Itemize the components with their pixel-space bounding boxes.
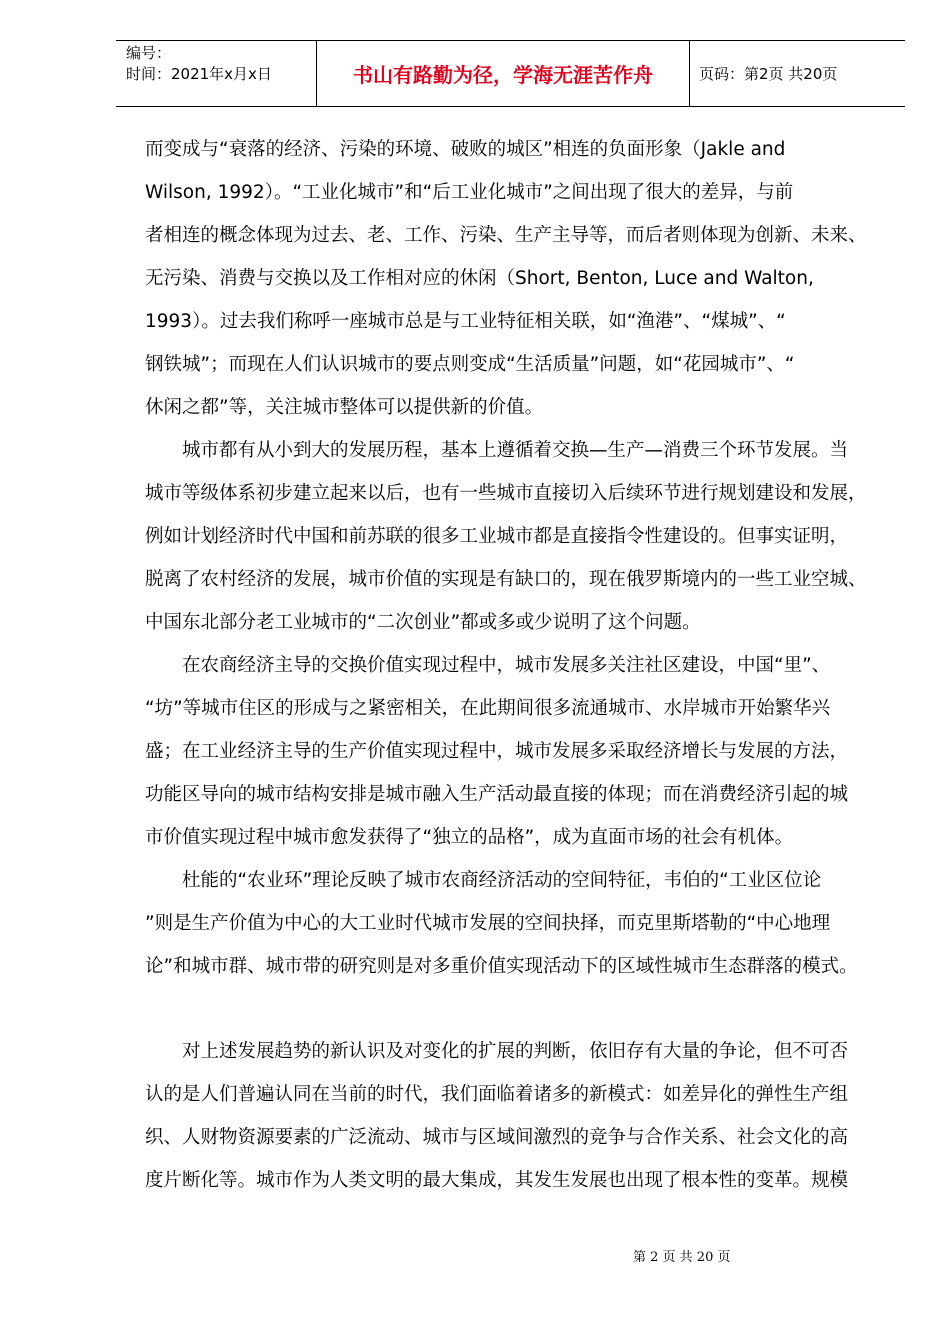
text-line: 脱离了农村经济的发展，城市价值的实现是有缺口的，现在俄罗斯境内的一些工业空城、 <box>145 569 867 590</box>
text-line: 在农商经济主导的交换价值实现过程中，城市发展多关注社区建设，中国“里”、 <box>145 655 831 676</box>
header-page-cell <box>690 41 905 106</box>
text-line: 无污染、消费与交换以及工作相对应的休闲（Short, Benton, Luce and Walton, <box>145 268 814 289</box>
header-motto: 书山有路勤为径，学海无涯苦作舟 <box>353 63 653 87</box>
text-line: 钢铁城”；而现在人们认识城市的要点则变成“生活质量”问题，如“花园城市”、“ <box>145 354 795 375</box>
header-page-number: 页码：第2页 共20页 <box>699 65 838 83</box>
text-line: Wilson, 1992）。“工业化城市”和“后工业化城市”之间出现了很大的差异，与前 <box>145 182 794 203</box>
document-time-label: 时间：2021年x月x日 <box>126 65 272 83</box>
text-line: 者相连的概念体现为过去、老、工作、污染、生产主导等，而后者则体现为创新、未来、 <box>145 225 867 246</box>
header-meta <box>116 41 316 106</box>
paragraph-gap <box>145 988 885 1030</box>
text-line: 织、人财物资源要素的广泛流动、城市与区域间激烈的竞争与合作关系、社会文化的高 <box>145 1127 849 1148</box>
text-line: 市价值实现过程中城市愈发获得了“独立的品格”，成为直面市场的社会有机体。 <box>145 827 794 848</box>
text-line: 1993）。过去我们称呼一座城市总是与工业特征相关联，如“渔港”、“煤城”、“ <box>145 311 786 332</box>
document-body <box>145 128 885 1202</box>
text-line: 论”和城市群、城市带的研究则是对多重价值实现活动下的区域性城市生态群落的模式。 <box>145 956 858 977</box>
paragraph-1 <box>145 128 885 429</box>
page-header <box>116 40 905 107</box>
document-id-label: 编号： <box>126 44 172 62</box>
text-line: 对上述发展趋势的新认识及对变化的扩展的判断，依旧存有大量的争论，但不可否 <box>145 1041 849 1062</box>
text-line: 度片断化等。城市作为人类文明的最大集成，其发生发展也出现了根本性的变革。规模 <box>145 1170 849 1191</box>
text-line: “坊”等城市住区的形成与之紧密相关，在此期间很多流通城市、水岸城市开始繁华兴 <box>145 698 831 719</box>
text-line: 中国东北部分老工业城市的“二次创业”都或多或少说明了这个问题。 <box>145 612 701 633</box>
paragraph-5 <box>145 1030 885 1202</box>
text-line: 杜能的“农业环”理论反映了城市农商经济活动的空间特征，韦伯的“工业区位论 <box>145 870 822 891</box>
text-line: ”则是生产价值为中心的大工业时代城市发展的空间抉择，而克里斯塔勒的“中心地理 <box>145 913 831 934</box>
header-motto-cell <box>316 41 690 106</box>
text-line: 而变成与“衰落的经济、污染的环境、破败的城区”相连的负面形象（Jakle and <box>145 139 786 160</box>
text-line: 城市都有从小到大的发展历程，基本上遵循着交换—生产—消费三个环节发展。当 <box>145 440 849 461</box>
page-footer <box>633 1246 730 1265</box>
text-line: 例如计划经济时代中国和前苏联的很多工业城市都是直接指令性建设的。但事实证明， <box>145 526 849 547</box>
text-line: 功能区导向的城市结构安排是城市融入生产活动最直接的体现；而在消费经济引起的城 <box>145 784 849 805</box>
footer-page-number: 第 2 页 共 20 页 <box>633 1250 731 1265</box>
text-line: 城市等级体系初步建立起来以后，也有一些城市直接切入后续环节进行规划建设和发展， <box>145 483 867 504</box>
paragraph-4 <box>145 859 885 988</box>
text-line: 认的是人们普遍认同在当前的时代，我们面临着诸多的新模式：如差异化的弹性生产组 <box>145 1084 849 1105</box>
paragraph-2 <box>145 429 885 644</box>
text-line: 休闲之都”等，关注城市整体可以提供新的价值。 <box>145 397 544 418</box>
text-line: 盛；在工业经济主导的生产价值实现过程中，城市发展多采取经济增长与发展的方法， <box>145 741 849 762</box>
paragraph-3 <box>145 644 885 859</box>
